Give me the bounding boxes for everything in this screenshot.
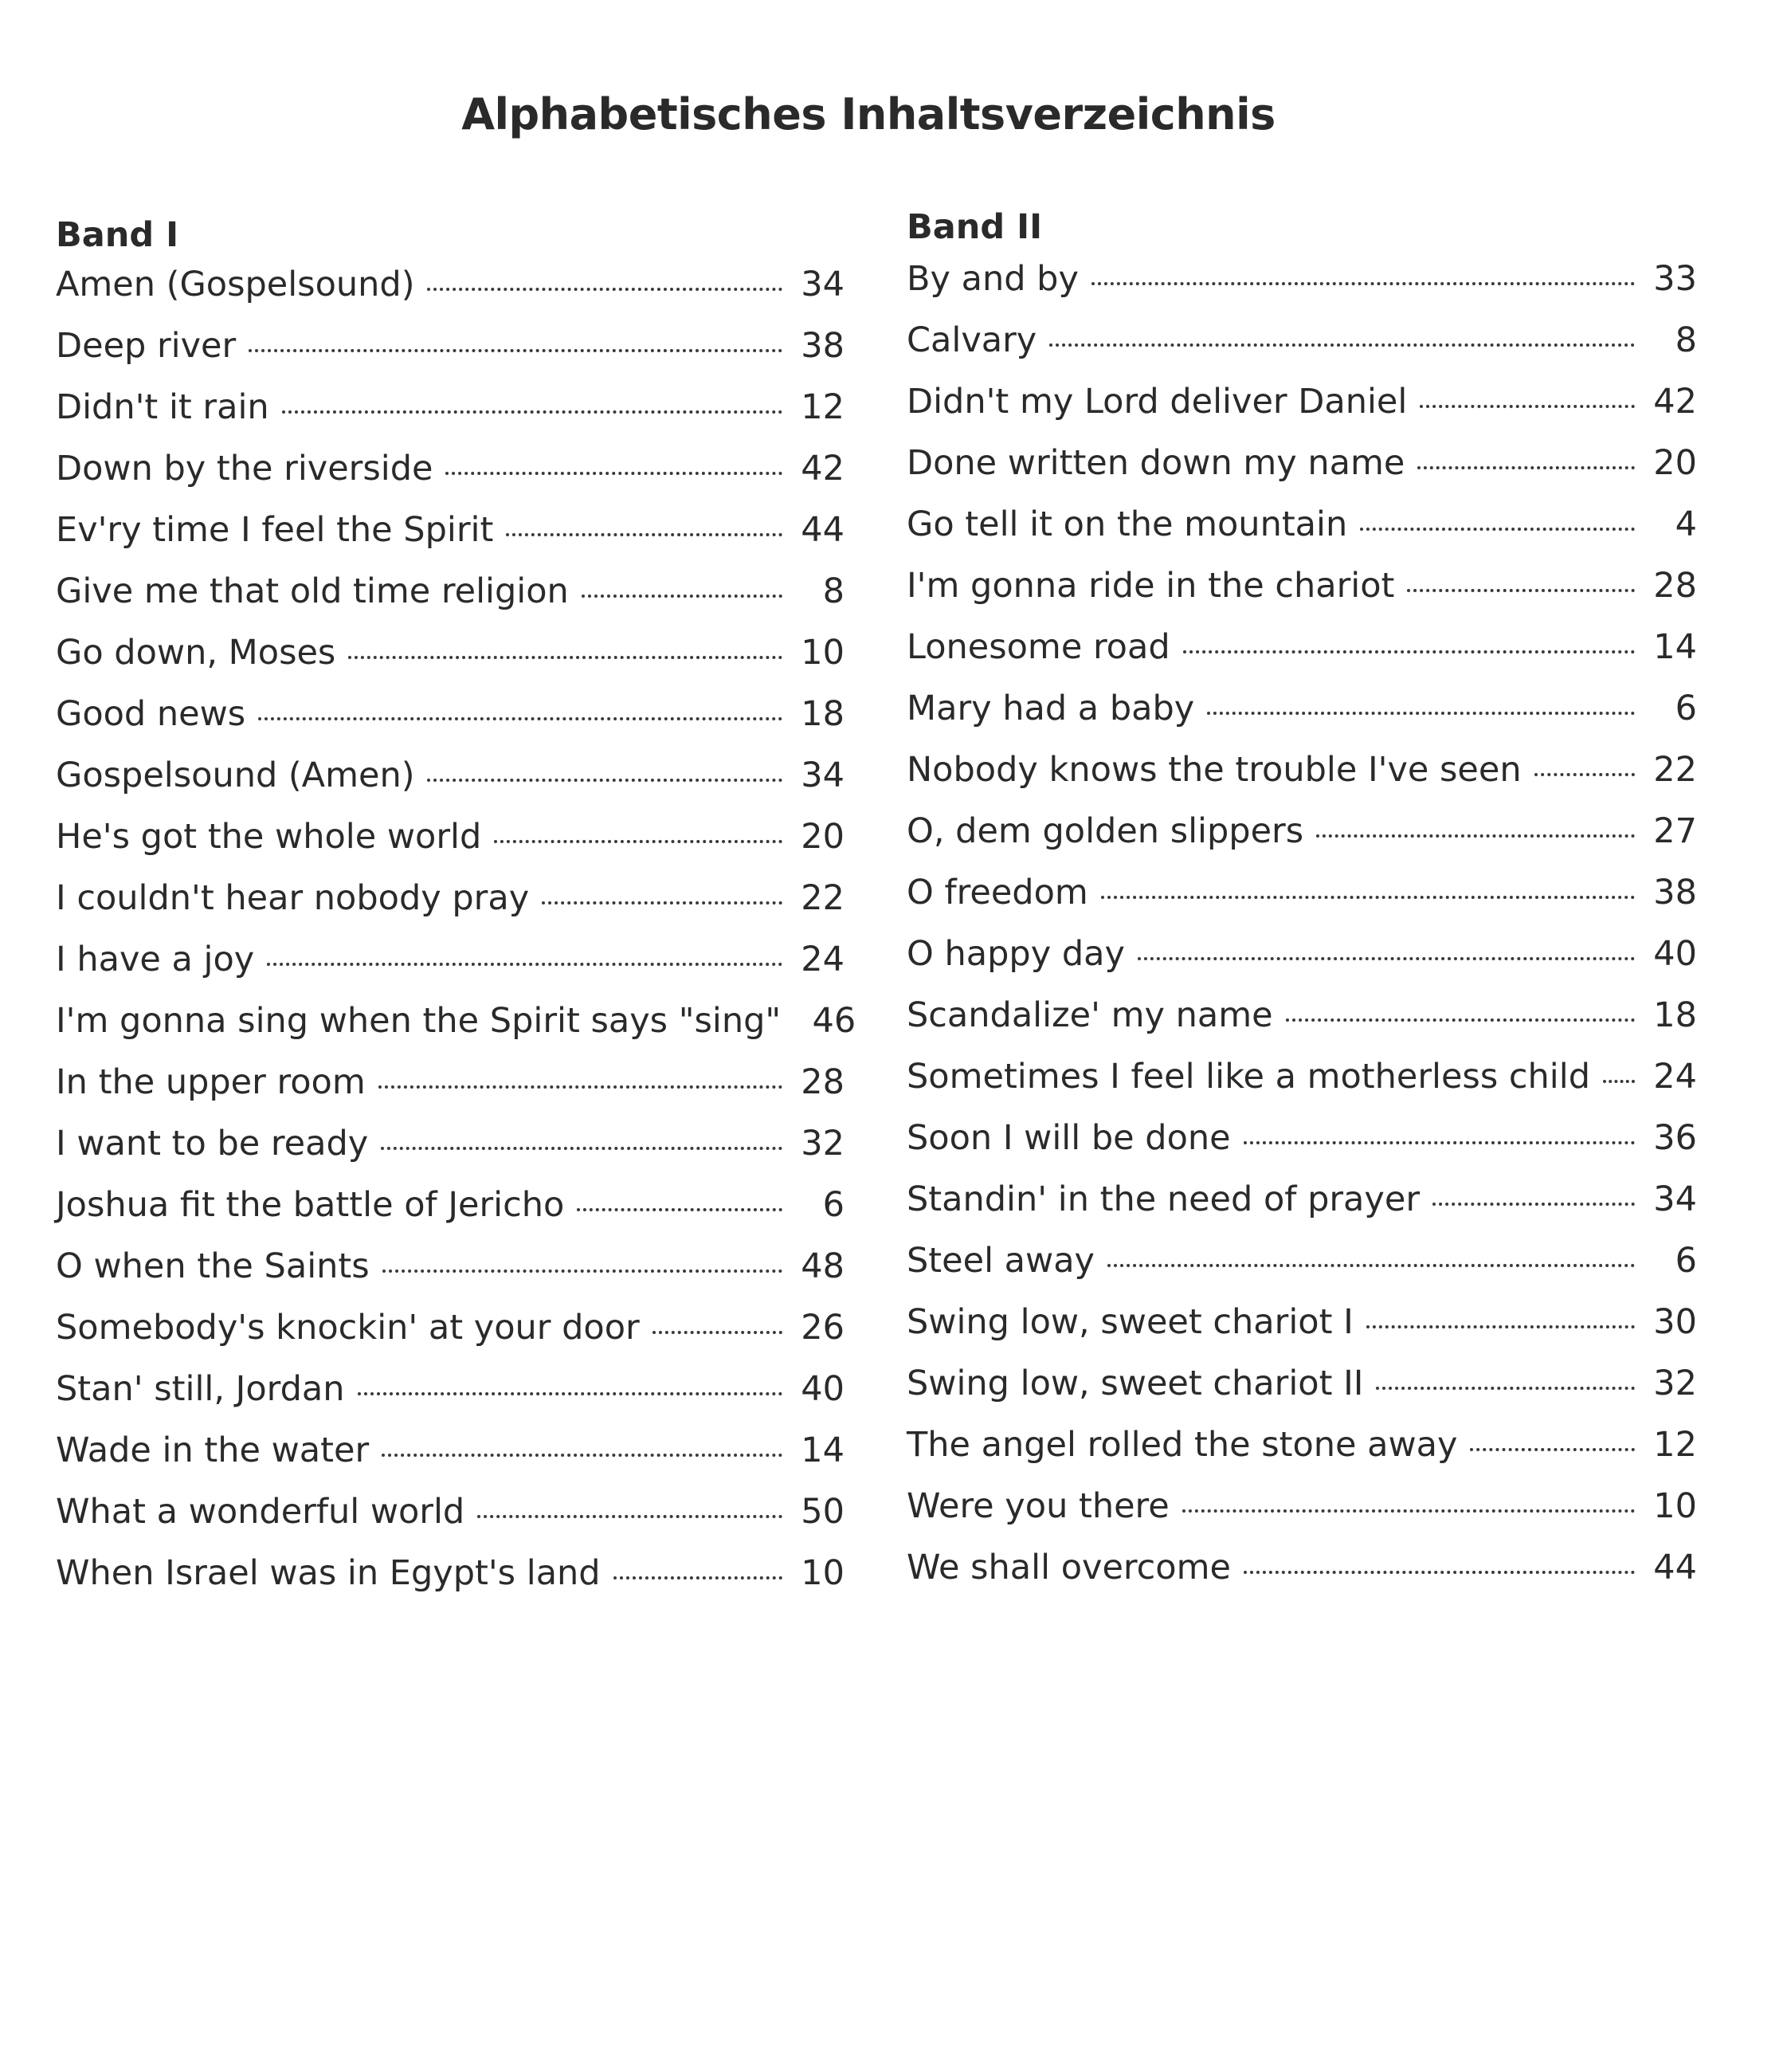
entry-page-number: 28 <box>801 1062 845 1102</box>
entry-title: I'm gonna sing when the Spirit says "sing" <box>56 1001 782 1041</box>
dot-leader <box>1432 1203 1635 1206</box>
entry-title: O, dem golden slippers <box>907 811 1304 851</box>
toc-entry <box>907 689 1697 750</box>
toc-entry <box>56 1430 845 1492</box>
toc-entry <box>907 1364 1697 1425</box>
dot-leader <box>358 1392 783 1395</box>
toc-entry <box>56 817 845 878</box>
dot-leader <box>381 1147 782 1150</box>
entry-page-number: 12 <box>801 387 845 427</box>
toc-entry <box>56 1492 845 1553</box>
toc-entry <box>56 755 845 817</box>
dot-leader <box>613 1576 782 1580</box>
dot-leader <box>382 1269 782 1273</box>
entry-page-number: 22 <box>801 878 845 918</box>
toc-entry <box>907 1486 1697 1548</box>
entry-title: Swing low, sweet chariot I <box>907 1302 1354 1342</box>
entry-page-number: 34 <box>801 755 845 795</box>
entry-page-number: 28 <box>1653 566 1697 606</box>
entry-title: In the upper room <box>56 1062 366 1102</box>
entry-page-number: 10 <box>1653 1486 1697 1526</box>
dot-leader <box>1182 1509 1635 1513</box>
entry-page-number: 20 <box>1653 443 1697 483</box>
entry-title: O happy day <box>907 934 1125 974</box>
dot-leader <box>445 472 782 475</box>
toc-entry <box>56 694 845 755</box>
toc-entry <box>56 878 845 940</box>
toc-entry <box>907 382 1697 443</box>
entry-page-number: 20 <box>801 817 845 857</box>
dot-leader <box>1244 1141 1635 1144</box>
dot-leader <box>1603 1080 1635 1083</box>
entry-page-number: 48 <box>801 1246 845 1286</box>
entry-title: Gospelsound (Amen) <box>56 755 415 795</box>
dot-leader <box>258 717 782 720</box>
toc-entry <box>56 1553 845 1615</box>
entry-page-number: 40 <box>801 1369 845 1409</box>
dot-leader <box>348 656 782 659</box>
dot-leader <box>1244 1571 1635 1574</box>
column-heading: Band I <box>56 215 179 255</box>
entry-title: Steel away <box>907 1241 1095 1281</box>
entry-page-number: 27 <box>1653 811 1697 851</box>
entry-page-number: 44 <box>801 510 845 550</box>
toc-entry <box>907 1118 1697 1179</box>
entry-page-number: 32 <box>1653 1364 1697 1403</box>
entry-title: O freedom <box>907 873 1088 912</box>
dot-leader <box>1376 1387 1635 1390</box>
entry-title: He's got the whole world <box>56 817 482 857</box>
entry-title: Lonesome road <box>907 627 1170 667</box>
toc-entry <box>907 627 1697 689</box>
column-heading: Band II <box>907 207 1043 247</box>
entry-title: Somebody's knockin' at your door <box>56 1308 640 1348</box>
dot-leader <box>1316 834 1635 838</box>
entry-title: Done written down my name <box>907 443 1405 483</box>
entry-page-number: 14 <box>801 1430 845 1470</box>
entry-title: Deep river <box>56 326 237 366</box>
toc-entry <box>56 265 845 326</box>
entry-title: Go tell it on the mountain <box>907 504 1348 544</box>
entry-title: Didn't my Lord deliver Daniel <box>907 382 1408 422</box>
dot-leader <box>427 779 782 782</box>
toc-entry <box>56 449 845 510</box>
entry-list <box>907 259 1697 1609</box>
dot-leader <box>652 1331 782 1334</box>
dot-leader <box>378 1085 782 1089</box>
entry-title: Nobody knows the trouble I've seen <box>907 750 1522 790</box>
entry-title: Ev'ry time I feel the Spirit <box>56 510 494 550</box>
entry-title: Standin' in the need of prayer <box>907 1179 1420 1219</box>
toc-entry <box>56 940 845 1001</box>
entry-title: Didn't it rain <box>56 387 269 427</box>
toc-entry <box>907 934 1697 995</box>
entry-title: Stan' still, Jordan <box>56 1369 345 1409</box>
page-title: Alphabetisches Inhaltsverzeichnis <box>461 89 1276 139</box>
entry-list <box>56 265 856 1615</box>
entry-page-number: 30 <box>1653 1302 1697 1342</box>
toc-entry <box>56 1124 845 1185</box>
entry-page-number: 34 <box>1653 1179 1697 1219</box>
entry-page-number: 38 <box>1653 873 1697 912</box>
toc-entry <box>907 1179 1697 1241</box>
entry-title: When Israel was in Egypt's land <box>56 1553 601 1593</box>
toc-entry <box>907 750 1697 811</box>
entry-title: What a wonderful world <box>56 1492 465 1532</box>
toc-entry <box>907 1241 1697 1302</box>
dot-leader <box>267 963 782 966</box>
dot-leader <box>582 595 782 598</box>
entry-page-number: 24 <box>1653 1057 1697 1097</box>
entry-page-number: 6 <box>1675 1241 1697 1281</box>
entry-page-number: 36 <box>1653 1118 1697 1158</box>
toc-entry <box>56 1062 845 1124</box>
dot-leader <box>1360 528 1635 531</box>
entry-page-number: 42 <box>1653 382 1697 422</box>
dot-leader <box>427 288 782 291</box>
toc-entry <box>907 504 1697 566</box>
dot-leader <box>1366 1325 1635 1328</box>
entry-page-number: 8 <box>822 571 845 611</box>
entry-title: Swing low, sweet chariot II <box>907 1364 1364 1403</box>
toc-entry <box>56 1308 845 1369</box>
entry-page-number: 12 <box>1653 1425 1697 1465</box>
toc-entry <box>907 443 1697 504</box>
dot-leader <box>1101 896 1635 899</box>
toc-entry <box>56 1369 845 1430</box>
dot-leader <box>477 1515 782 1518</box>
entry-page-number: 6 <box>1675 689 1697 728</box>
entry-title: Soon I will be done <box>907 1118 1231 1158</box>
toc-entry <box>907 566 1697 627</box>
entry-title: I'm gonna ride in the chariot <box>907 566 1395 606</box>
entry-page-number: 18 <box>1653 995 1697 1035</box>
dot-leader <box>1049 343 1635 347</box>
dot-leader <box>382 1454 782 1457</box>
dot-leader <box>577 1208 782 1211</box>
toc-entry <box>907 873 1697 934</box>
entry-title: We shall overcome <box>907 1548 1231 1587</box>
dot-leader <box>249 349 782 352</box>
toc-entry <box>907 1548 1697 1609</box>
dot-leader <box>1207 712 1635 715</box>
entry-title: Calvary <box>907 320 1037 360</box>
entry-title: Amen (Gospelsound) <box>56 265 415 304</box>
entry-title: Wade in the water <box>56 1430 370 1470</box>
dot-leader <box>1138 957 1635 960</box>
entry-page-number: 32 <box>801 1124 845 1164</box>
dot-leader <box>282 410 782 414</box>
dot-leader <box>1420 405 1635 408</box>
dot-leader <box>1470 1448 1635 1451</box>
toc-entry <box>907 1057 1697 1118</box>
entry-page-number: 14 <box>1653 627 1697 667</box>
dot-leader <box>1417 466 1635 469</box>
toc-entry <box>907 811 1697 873</box>
entry-title: O when the Saints <box>56 1246 370 1286</box>
entry-title: I couldn't hear nobody pray <box>56 878 530 918</box>
toc-entry <box>56 633 845 694</box>
toc-entry <box>907 320 1697 382</box>
entry-page-number: 44 <box>1653 1548 1697 1587</box>
dot-leader <box>1286 1018 1635 1022</box>
entry-page-number: 24 <box>801 940 845 979</box>
dot-leader <box>1183 650 1635 653</box>
entry-page-number: 34 <box>801 265 845 304</box>
toc-entry <box>907 995 1697 1057</box>
dot-leader <box>1534 773 1635 776</box>
toc-entry <box>56 510 845 571</box>
entry-title: Down by the riverside <box>56 449 433 489</box>
entry-page-number: 4 <box>1675 504 1697 544</box>
entry-title: Scandalize' my name <box>907 995 1273 1035</box>
toc-entry <box>907 259 1697 320</box>
entry-page-number: 46 <box>812 1001 856 1041</box>
toc-entry <box>907 1302 1697 1364</box>
entry-page-number: 33 <box>1653 259 1697 299</box>
entry-page-number: 26 <box>801 1308 845 1348</box>
entry-title: Were you there <box>907 1486 1170 1526</box>
entry-page-number: 50 <box>801 1492 845 1532</box>
entry-title: Good news <box>56 694 246 734</box>
entry-page-number: 42 <box>801 449 845 489</box>
entry-title: I have a joy <box>56 940 255 979</box>
entry-page-number: 18 <box>801 694 845 734</box>
entry-title: Give me that old time religion <box>56 571 569 611</box>
entry-page-number: 8 <box>1675 320 1697 360</box>
dot-leader <box>1407 589 1635 592</box>
entry-page-number: 6 <box>822 1185 845 1225</box>
entry-title: Go down, Moses <box>56 633 336 673</box>
entry-title: I want to be ready <box>56 1124 369 1164</box>
entry-title: Sometimes I feel like a motherless child <box>907 1057 1590 1097</box>
entry-title: The angel rolled the stone away <box>907 1425 1458 1465</box>
entry-title: Joshua fit the battle of Jericho <box>56 1185 565 1225</box>
dot-leader <box>1107 1264 1635 1267</box>
dot-leader <box>494 840 782 843</box>
toc-entry <box>56 1185 845 1246</box>
entry-page-number: 40 <box>1653 934 1697 974</box>
dot-leader <box>542 901 782 905</box>
entry-page-number: 22 <box>1653 750 1697 790</box>
toc-entry <box>56 1001 856 1062</box>
toc-entry <box>56 326 845 387</box>
entry-title: Mary had a baby <box>907 689 1195 728</box>
toc-entry <box>907 1425 1697 1486</box>
dot-leader <box>1091 282 1635 285</box>
entry-page-number: 38 <box>801 326 845 366</box>
entry-page-number: 10 <box>801 633 845 673</box>
toc-entry <box>56 571 845 633</box>
entry-title: By and by <box>907 259 1079 299</box>
entry-page-number: 10 <box>801 1553 845 1593</box>
toc-entry <box>56 387 845 449</box>
toc-entry <box>56 1246 845 1308</box>
dot-leader <box>506 533 782 536</box>
